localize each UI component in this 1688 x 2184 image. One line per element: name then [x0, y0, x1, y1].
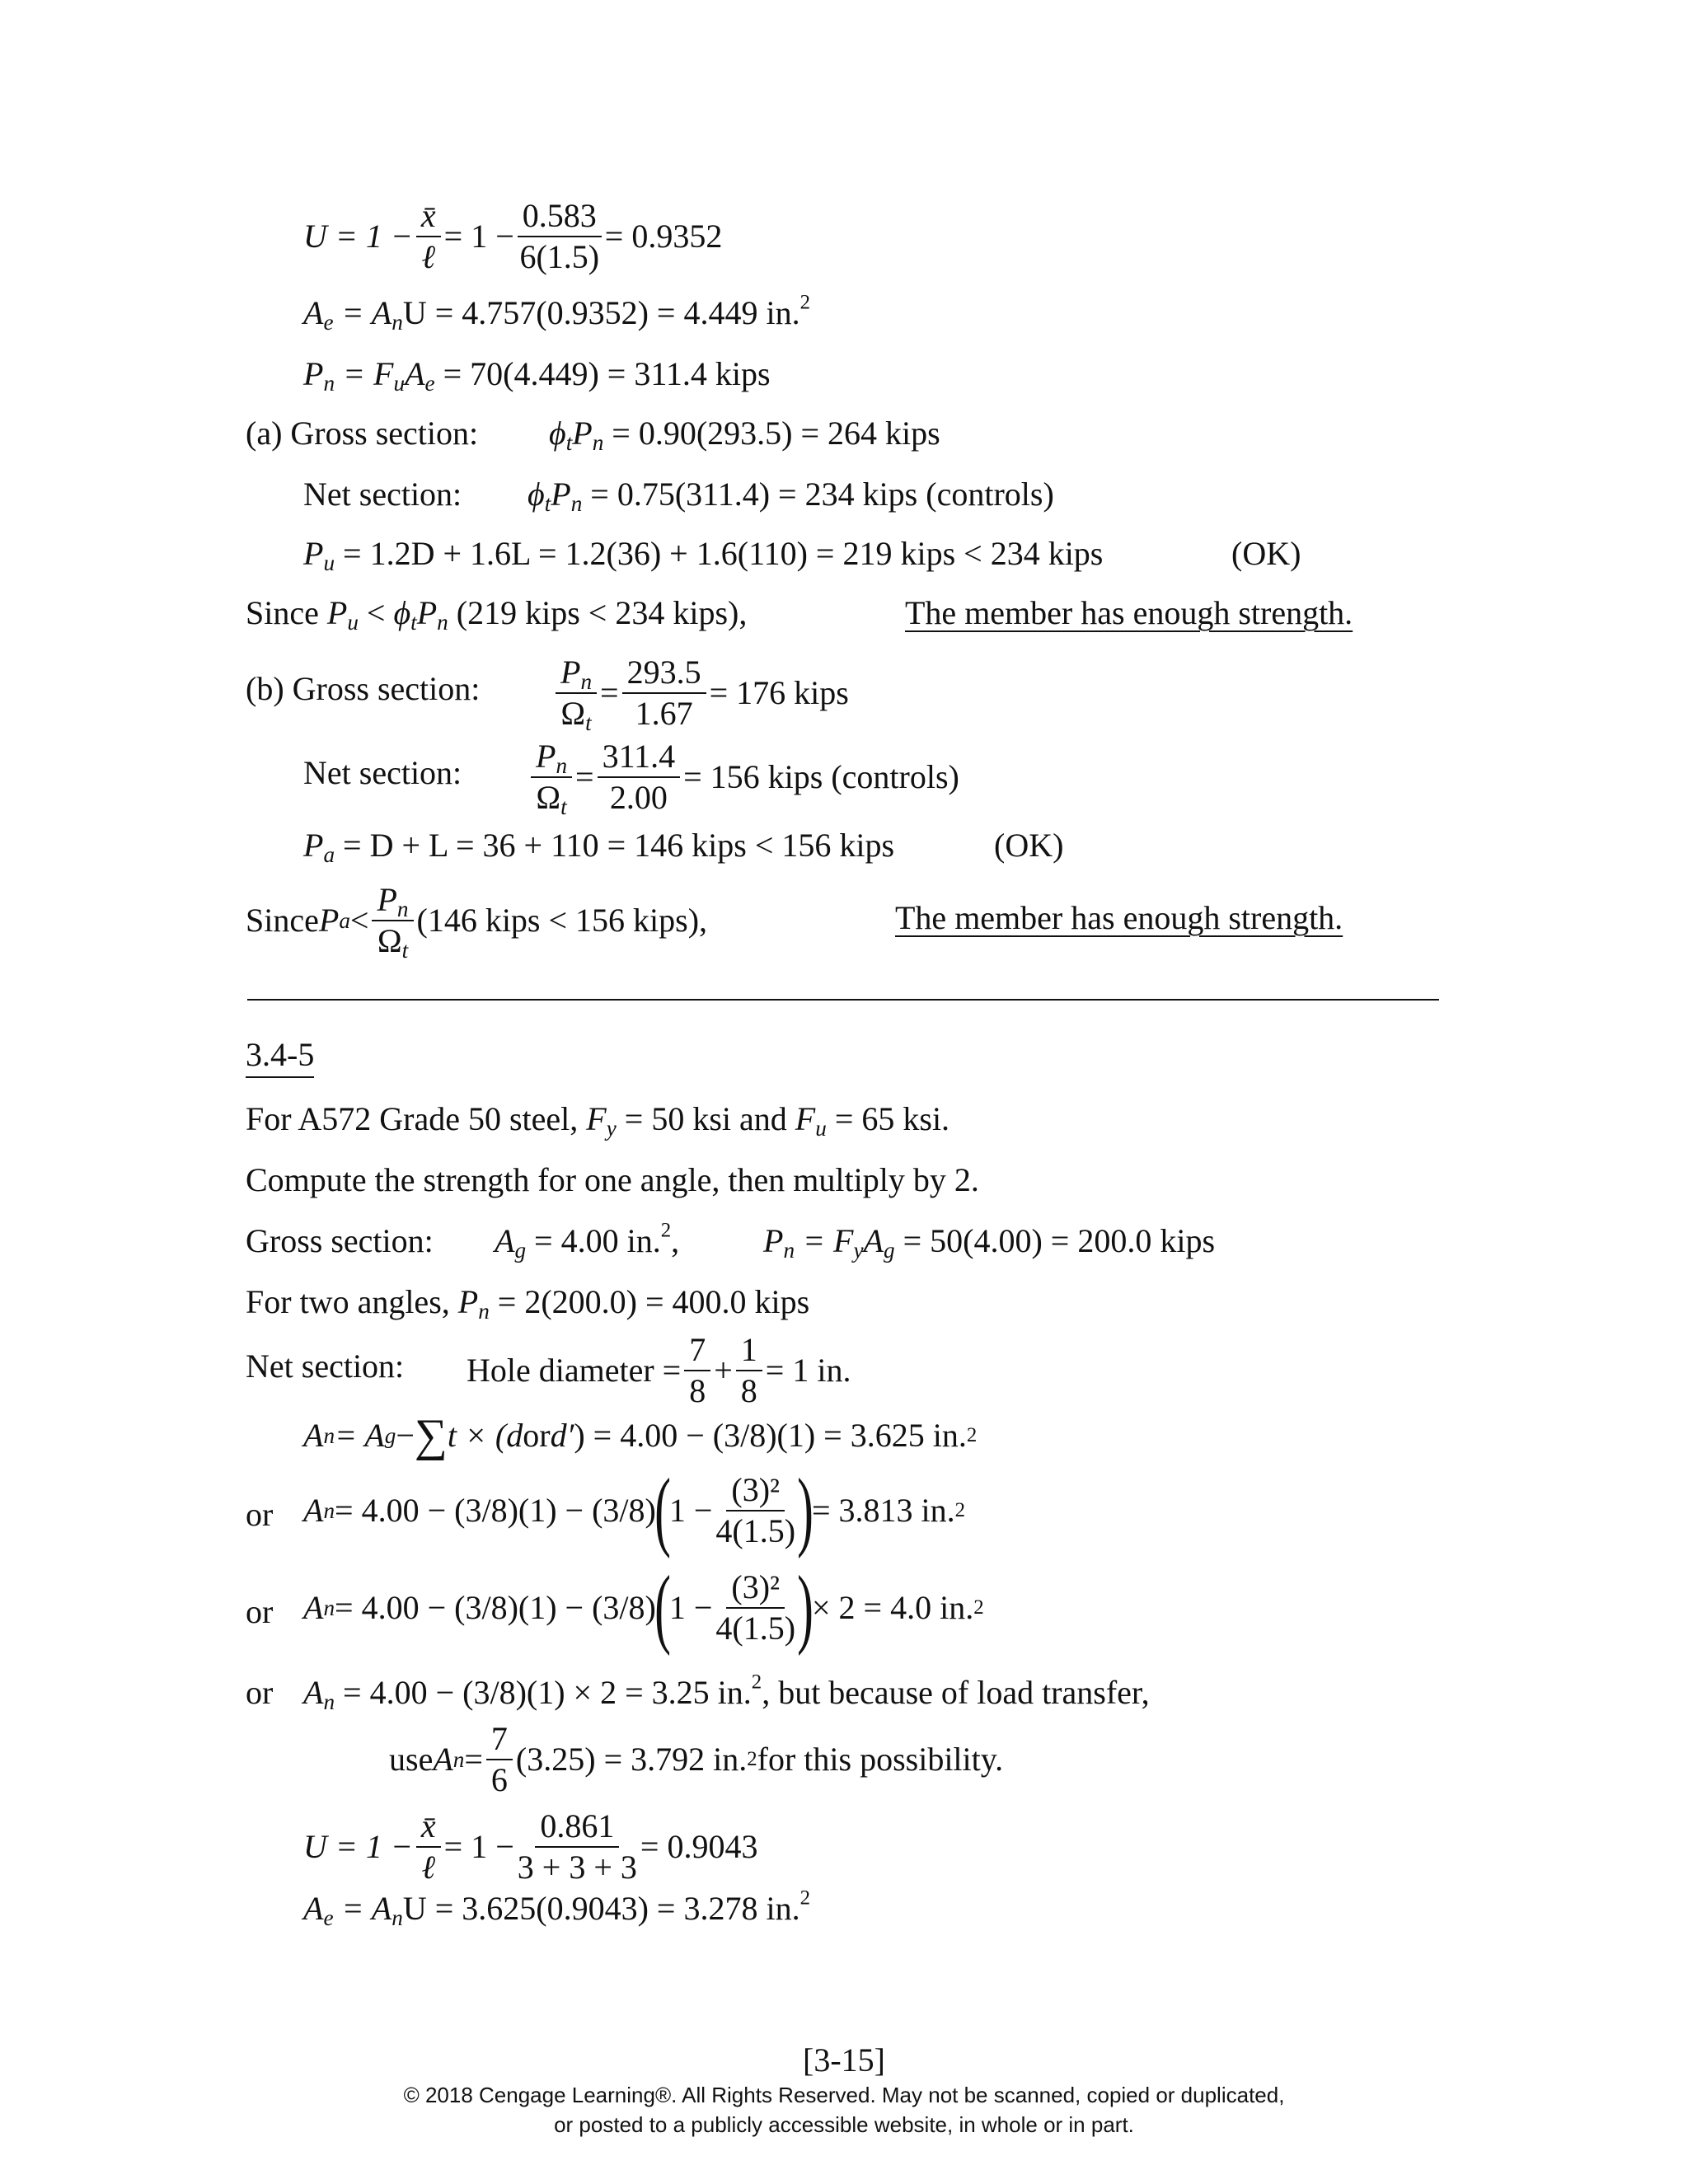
part-b-since: Since P a < $\frac{P_n}{\Omega_t}$ (146 kips < 156 kips),: [246, 881, 708, 963]
page-number: [3-15]: [803, 2041, 885, 2079]
gross-label: Gross section:: [246, 1222, 434, 1259]
part-b-ok: (OK): [994, 827, 1064, 864]
eq-use-an: use A n = $\frac{7}{6}$ (3.25) = 3.792 in. 2 for this possibility.: [389, 1720, 1004, 1798]
eq-an-fourth: $A_n = 4.00 - (3/8)(1) \times 2 = 3.25$ in.$^2$, but because of load transfer,: [303, 1671, 1150, 1714]
eq-ae-second: $A_e = A_nU = 3.625(0.9043) = 3.278$ in.$^2$: [303, 1886, 810, 1930]
copyright-line-1: © 2018 Cengage Learning®. All Rights Reserved. May not be scanned, copied or duplicated,: [403, 2083, 1285, 2107]
part-b-gross-eq: $\frac{P_n}{\Omega_t}$ = $\frac{293.5}{1.67}$ = 176 kips: [552, 654, 849, 732]
compute-note: Compute the strength for one angle, then multiply by 2.: [246, 1161, 979, 1198]
section-divider: [247, 999, 1439, 1001]
eq-an-second: A n = 4.00 − (3/8)(1) − (3/8) ( 1 − $\frac{\text{(3)²}}{4(1.5)}$ ) = 3.813 in. 2: [303, 1460, 966, 1559]
hole-diameter: Hole diameter = $\frac{7}{8}$ + $\frac{1}{8}$ = 1 in.: [467, 1331, 851, 1409]
frac-0583: $\frac{0.583}{6(1.5)}$: [518, 198, 602, 275]
part-a-gross-eq: $\phi_tP_n = 0.90(293.5) = 264$ kips: [549, 415, 940, 455]
section-heading: 3.4-5: [246, 1038, 314, 1078]
part-a-ok: (OK): [1231, 535, 1301, 572]
part-b-net-eq: $\frac{P_n}{\Omega_t}$ = $\frac{311.4}{2.00}$ = 156 kips (controls): [528, 738, 959, 816]
frac-xbar-ell: $\frac{x̄}{\text{ℓ}}$: [416, 198, 441, 275]
or-label-3: or: [246, 1674, 274, 1711]
steel-properties: For A572 Grade 50 steel, $F_y = 50$ ksi and $F_u = 65$ ksi.: [246, 1100, 950, 1141]
eq-pn-first: $P_n = F_uA_e = 70(4.449) = 311.4$ kips: [303, 355, 771, 396]
part-b-pa: $P_a = D + L = 36 + 110 = 146$ kips < 156 kips: [303, 827, 895, 867]
part-a-since: Since $P_u < \phi_tP_n$ (219 kips < 234 kips),: [246, 594, 748, 635]
or-label-1: or: [246, 1496, 274, 1533]
eq-u-first: U = 1 − $\frac{x̄}{\text{ℓ}}$ = 1 − $\frac{0.583}{6(1.5)}$ = 0.9352: [303, 197, 723, 275]
part-a-net-eq: $\phi_tP_n = 0.75(311.4) = 234$ kips (controls): [528, 476, 1054, 516]
gross-pn: $P_n = F_yA_g = 50(4.00) = 200.0$ kips: [763, 1222, 1216, 1263]
part-a-gross-label: (a) Gross section:: [246, 415, 479, 452]
two-angles: For two angles, $P_n = 2(200.0) = 400.0$ kips: [246, 1283, 810, 1324]
eq-an-third: A n = 4.00 − (3/8)(1) − (3/8) ( 1 − $\frac{\text{(3)²}}{4(1.5)}$ ) × 2 = 4.0 in. 2: [303, 1558, 984, 1657]
part-a-net-label: Net section:: [303, 476, 462, 513]
eq-an-first: A n = A g − ∑ t × ( d or d′ ) = 4.00 − (3/8)(1) = 3.625 in. 2: [303, 1410, 978, 1461]
part-b-gross-label: (b) Gross section:: [246, 670, 481, 707]
part-a-pu: $P_u = 1.2D + 1.6L = 1.2(36) + 1.6(110) = 219$ kips < 234 kips: [303, 535, 1104, 575]
copyright-line-2: or posted to a publicly accessible website, in whole or in part.: [554, 2112, 1134, 2137]
eq-u-second: U = 1 − $\frac{x̄}{\text{ℓ}}$ = 1 − $\frac{0.861}{3 + 3 + 3}$ = 0.9043: [303, 1807, 758, 1886]
net-label: Net section:: [246, 1347, 405, 1385]
part-b-conclusion: The member has enough strength.: [895, 899, 1343, 936]
part-b-net-label: Net section:: [303, 754, 462, 791]
or-label-2: or: [246, 1593, 274, 1630]
part-a-conclusion: The member has enough strength.: [905, 594, 1353, 631]
gross-ag: $A_g = 4.00$ in.$^2$,: [495, 1219, 680, 1263]
eq-ae-first: $A_e = A_nU = 4.757(0.9352) = 4.449$ in.$^2$: [303, 291, 810, 335]
